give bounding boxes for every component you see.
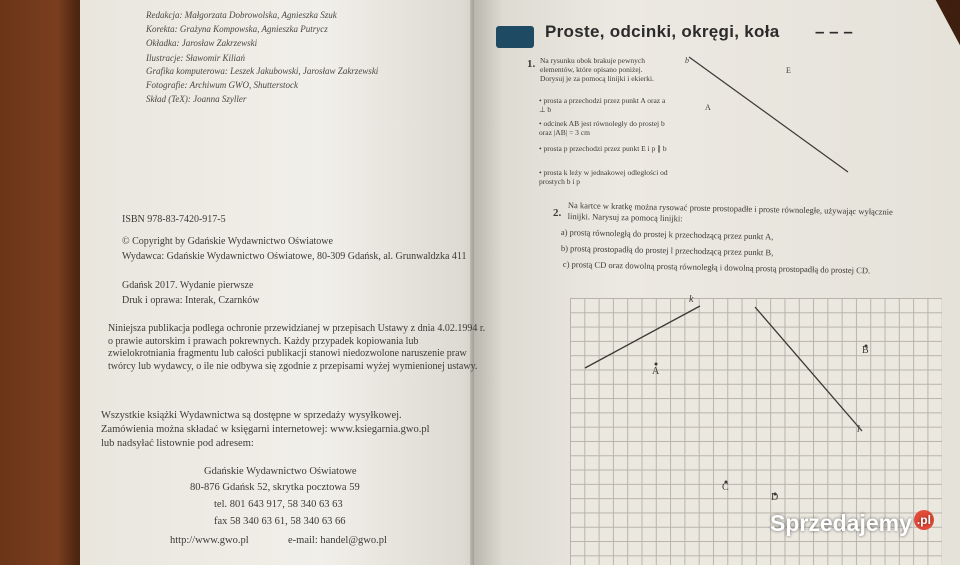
grid-label-D: D <box>771 492 779 503</box>
credit-line: Skład (TeX): Joanna Szyller <box>146 94 247 104</box>
email-link[interactable]: e-mail: handel@gwo.pl <box>288 535 387 546</box>
grid-label-C: C <box>722 482 729 493</box>
exercise-2-item-a: a) prostą równoległą do prostej k przechodzącą przez punkt A, <box>560 227 774 242</box>
address-line: Gdańskie Wydawnictwo Oświatowe <box>204 466 357 477</box>
list-item-text: prosta a przechodzi przez punkt A oraz a ⊥ b <box>539 96 666 114</box>
legal-notice: Niniejsza publikacja podlega ochronie przewidzianej w przepisach Ustawy z dnia 4.02.1994 r. o prawie autorskim i prawach pokrewnych. Każdy przypadek kopiowania lub zwielokrotniania fragmentu lub całości publikacji stanowi niedozwolone naruszenie praw twórcy lub wydawcy, o ile nie odbywa się zgodnie z przepisami wyżej wymienionej ustawy. <box>108 323 486 372</box>
isbn: ISBN 978-83-7420-917-5 <box>122 214 226 225</box>
exercise-2-item-c: c) prostą CD oraz dowolną prostą równoległą i dowolną prostą prostopadłą do prostej CD. <box>562 258 871 276</box>
list-item: • odcinek AB jest równoległy do prostej b oraz |AB| = 3 cm <box>539 119 665 137</box>
publisher: Wydawca: Gdańskie Wydawnictwo Oświatowe, 80-309 Gdańsk, al. Grunwaldzka 411 <box>122 251 467 262</box>
title-dashes-decoration: – – – <box>815 22 853 41</box>
label-b: b <box>685 56 689 65</box>
line-k <box>585 306 700 368</box>
list-item: • prosta k leży w jednakowej odległości od prostych b i p <box>539 168 668 186</box>
credit-line: Redakcja: Małgorzata Dobrowolska, Agnieszka Szuk <box>146 10 337 20</box>
address-line: 80-876 Gdańsk 52, skrytka pocztowa 59 <box>190 482 360 493</box>
credit-line: Grafika komputerowa: Leszek Jakubowski, Jarosław Zakrzewski <box>146 66 379 76</box>
website-link[interactable]: http://www.gwo.pl <box>170 535 249 546</box>
exercise-2-item-b: b) prostą prostopadłą do prostej l przechodzącą przez punkt B, <box>560 243 774 258</box>
list-item: • prosta a przechodzi przez punkt A oraz a ⊥ b <box>539 96 666 114</box>
exercise-1-intro: Na rysunku obok brakuje pewnych elementów, które opisano poniżej. Dorysuj je za pomocą linijki i ekierki. <box>540 56 654 83</box>
label-A: A <box>705 103 711 112</box>
orders-line: Wszystkie książki Wydawnictwa są dostępne w sprzedaży wysyłkowej. <box>101 410 402 421</box>
line-b <box>689 57 848 172</box>
copyright: © Copyright by Gdańskie Wydawnictwo Oświatowe <box>122 236 333 247</box>
list-item-text: odcinek AB jest równoległy do prostej b oraz |AB| = 3 cm <box>539 119 665 137</box>
chapter-title: Proste, odcinki, okręgi, koła <box>545 22 780 41</box>
list-item: • prosta p przechodzi przez punkt E i p ∥ b <box>539 144 667 153</box>
grid-label-l: l <box>857 424 860 435</box>
watermark-suffix: .pl <box>914 510 934 530</box>
list-item-text: prosta k leży w jednakowej odległości od prostych b i p <box>539 168 668 186</box>
exercise-2-intro: Na kartce w kratkę można rysować proste prostopadłe i proste równoległe, używając wyłącznie linijki. Narysuj za pomocą linijki: <box>567 200 893 224</box>
credit-line: Korekta: Grażyna Kompowska, Agnieszka Putrycz <box>146 24 328 34</box>
exercise-1-number: 1. <box>527 58 536 70</box>
line-l <box>755 307 862 431</box>
address-line: tel. 801 643 917, 58 340 63 63 <box>214 499 343 510</box>
orders-line: lub nadsyłać listownie pod adresem: <box>101 438 254 449</box>
credit-line: Okładka: Jarosław Zakrzewski <box>146 38 258 48</box>
credit-line: Fotografie: Archiwum GWO, Shutterstock <box>146 80 298 90</box>
printing: Druk i oprawa: Interak, Czarnków <box>122 295 260 306</box>
list-item-text: prosta p przechodzi przez punkt E i p ∥ b <box>543 144 667 153</box>
watermark-logo <box>770 510 934 537</box>
address-line: fax 58 340 63 61, 58 340 63 66 <box>214 516 346 527</box>
edition: Gdańsk 2017. Wydanie pierwsze <box>122 280 254 291</box>
exercise-2-number: 2. <box>553 207 562 219</box>
grid-label-k: k <box>689 294 694 305</box>
credit-line: Ilustracje: Sławomir Kiliań <box>146 53 245 63</box>
grid-label-B: B <box>862 345 869 356</box>
orders-line: Zamówienia można składać w księgarni internetowej: www.ksiegarnia.gwo.pl <box>101 424 430 435</box>
grid-label-A: A <box>652 366 660 377</box>
label-E: E <box>786 66 791 75</box>
watermark-text: Sprzedajemy <box>770 510 912 536</box>
